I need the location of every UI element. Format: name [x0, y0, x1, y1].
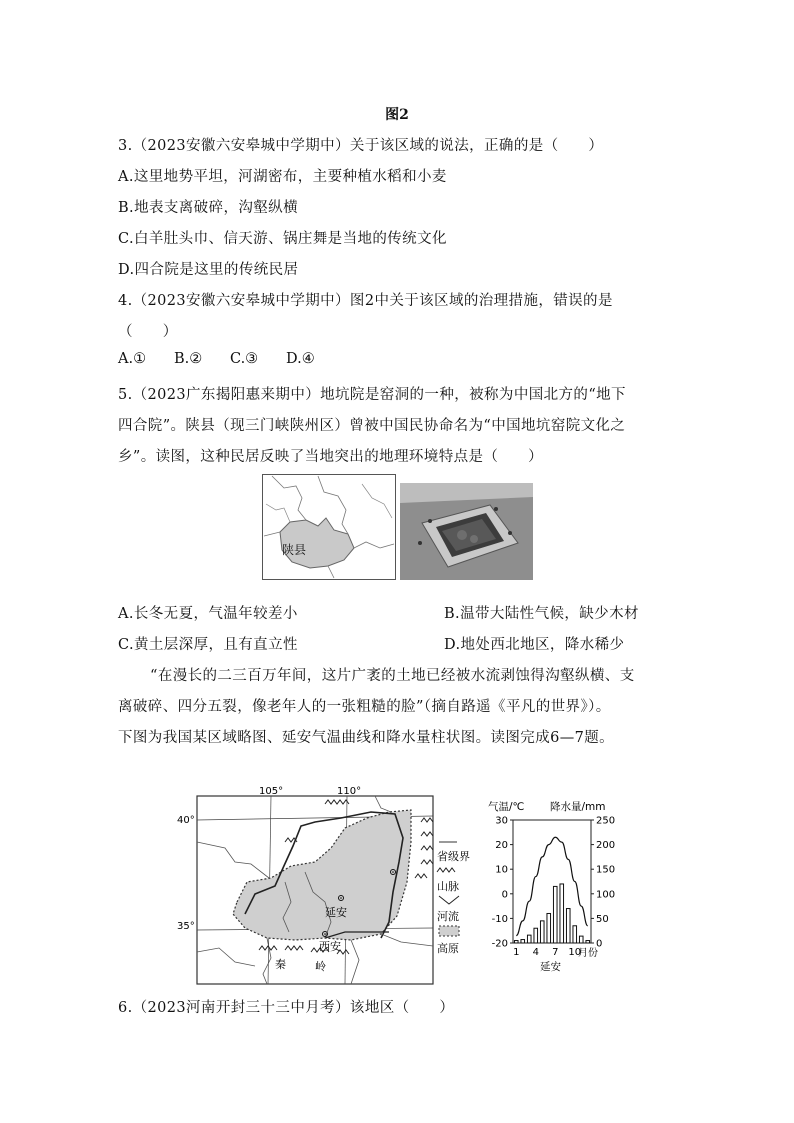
legend-mountain-symbol	[437, 868, 455, 872]
left-axis-tick-label: -10	[491, 913, 508, 925]
q3-option-d: D.四合院是这里的传统民居	[118, 262, 299, 278]
chart-left-axis-label: 气温/℃	[488, 801, 525, 813]
q4-option-b: B.②	[174, 351, 203, 367]
yanan-label: 延安	[325, 906, 347, 919]
precipitation-bar-month-12	[586, 941, 590, 943]
precipitation-bar-month-10	[573, 926, 577, 943]
left-axis-tick-label: -20	[491, 938, 508, 950]
q5-stem-line2: 四合院”。陕县（现三门峡陕州区）曾被中国民协命名为“中国地坑窑院文化之	[118, 418, 626, 434]
region-map	[175, 782, 475, 988]
q5-option-a: A.长冬无夏，气温年较差小	[118, 606, 298, 622]
right-axis-tick-label: 150	[596, 864, 616, 876]
precipitation-bar-month-11	[579, 936, 583, 943]
yanan-climate-chart	[484, 796, 624, 980]
lon-label-110: 110°	[337, 786, 362, 797]
precipitation-bar-month-3	[527, 935, 531, 943]
qin-label: 秦	[275, 958, 286, 971]
right-axis-tick-label: 50	[596, 913, 609, 925]
q3-option-a: A.这里地势平坦，河湖密布，主要种植水稻和小麦	[118, 169, 447, 185]
chart-x-axis-label: 月份	[578, 948, 598, 959]
q3-option-c: C.白羊肚头巾、信天游、锅庄舞是当地的传统文化	[118, 231, 447, 247]
lat-label-35: 35°	[177, 921, 195, 932]
legend-plateau-symbol	[439, 926, 459, 936]
precipitation-bar-month-7	[553, 886, 557, 943]
x-axis-tick-label: 1	[513, 947, 520, 958]
left-axis-tick-label: 30	[495, 815, 508, 827]
left-axis-tick-label: 10	[495, 864, 508, 876]
q4-stem-line2: （ ）	[118, 324, 178, 340]
temperature-curve	[516, 837, 588, 935]
right-axis-tick-label: 0	[596, 938, 603, 950]
q4-option-a: A.①	[118, 351, 147, 367]
left-axis-tick-label: 0	[501, 889, 508, 901]
right-axis-tick-label: 100	[596, 889, 616, 901]
passage-line1: “在漫长的二三百万年间，这片广袤的土地已经被水流剥蚀得沟壑纵横、支	[150, 668, 635, 684]
xian-label: 西安	[319, 940, 341, 953]
q4-option-d: D.④	[286, 351, 315, 367]
legend-mountain: 山脉	[437, 880, 459, 893]
precipitation-bar-month-6	[547, 913, 551, 943]
precipitation-bar-month-2	[521, 940, 525, 943]
shanxian-map	[262, 474, 396, 580]
legend-plateau: 高原	[437, 942, 459, 955]
shanxian-label: 陕县	[282, 543, 307, 557]
q5-option-d: D.地处西北地区，降水稀少	[444, 637, 625, 653]
q3-option-b: B.地表支离破碎，沟壑纵横	[118, 200, 298, 216]
q5-option-c: C.黄土层深厚，且有直立性	[118, 637, 298, 653]
legend-river-symbol	[439, 896, 459, 904]
chart-plot-frame	[513, 820, 591, 943]
lat-label-40: 40°	[177, 815, 195, 826]
passage-line2: 离破碎、四分五裂，像老年人的一张粗糙的脸”（摘自路遥《平凡的世界》）。	[118, 699, 611, 715]
figure-2-caption: 图2	[385, 107, 409, 123]
x-axis-tick-label: 7	[552, 947, 559, 958]
q5-stem-line1: 5.（2023广东揭阳惠来期中）地坑院是窑洞的一种，被称为中国北方的“地下	[118, 387, 626, 403]
passage-line3: 下图为我国某区域略图、延安气温曲线和降水量柱状图。读图完成6—7题。	[118, 730, 615, 746]
precipitation-bar-month-5	[540, 921, 544, 943]
q5-option-b: B.温带大陆性气候，缺少木材	[444, 606, 639, 622]
pit-courtyard-photo	[400, 483, 533, 580]
chart-right-axis-label: 降水量/mm	[550, 801, 606, 813]
legend-river: 河流	[437, 910, 459, 923]
lon-label-105: 105°	[259, 786, 284, 797]
chart-title: 延安	[540, 961, 561, 973]
x-axis-tick-label: 10	[568, 947, 582, 958]
q4-stem-line1: 4.（2023安徽六安皋城中学期中）图2中关于该区域的治理措施，错误的是	[118, 293, 613, 309]
precipitation-bar-month-9	[566, 909, 570, 943]
precipitation-bar-month-8	[560, 884, 564, 943]
q5-stem-line3: 乡”。读图，这种民居反映了当地突出的地理环境特点是（ ）	[118, 449, 544, 465]
x-axis-tick-label: 4	[532, 947, 539, 958]
right-axis-tick-label: 200	[596, 840, 616, 852]
q3-stem: 3.（2023安徽六安皋城中学期中）关于该区域的说法，正确的是（ ）	[118, 138, 604, 154]
precipitation-bar-month-4	[534, 928, 538, 943]
left-axis-tick-label: 20	[495, 840, 508, 852]
precipitation-bar-month-1	[514, 941, 518, 943]
right-axis-tick-label: 250	[596, 815, 616, 827]
legend-province-border: 省级界	[437, 850, 470, 863]
ling-label: 岭	[315, 960, 326, 973]
q6-stem: 6.（2023河南开封三十三中月考）该地区（ ）	[118, 1000, 455, 1016]
q4-option-c: C.③	[230, 351, 259, 367]
